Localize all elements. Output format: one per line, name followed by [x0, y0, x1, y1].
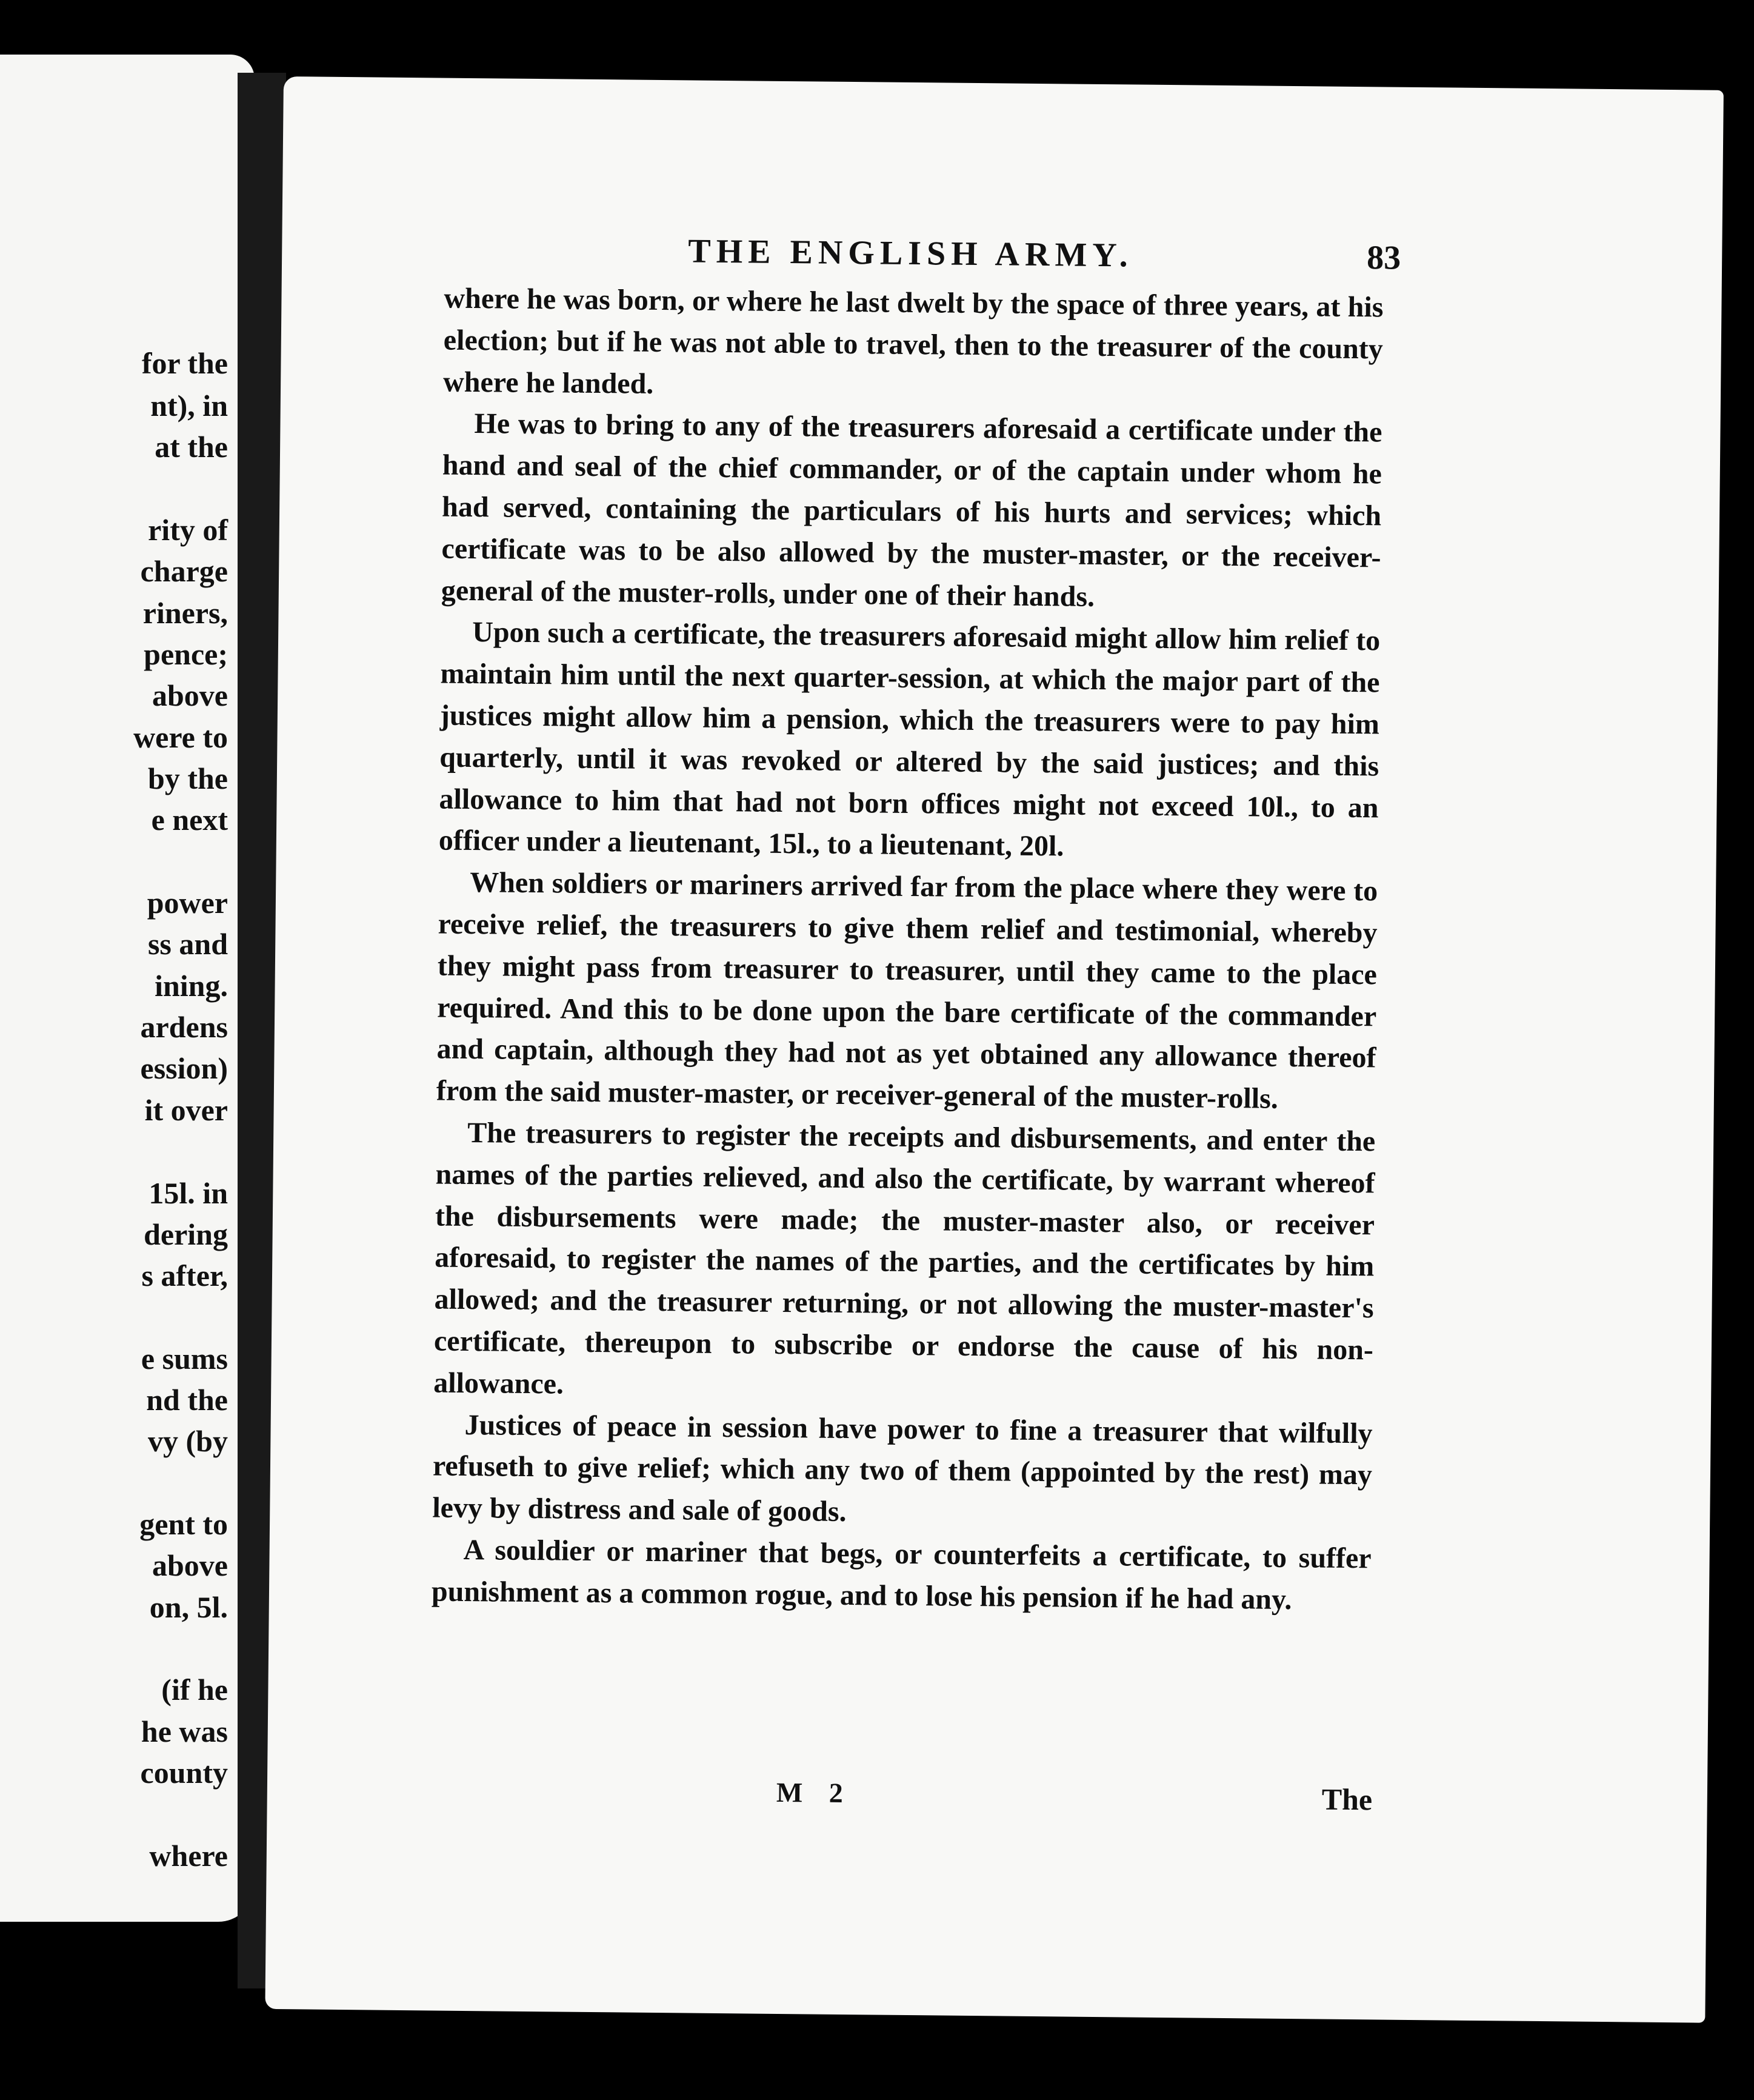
left-page-line: on, 5l. [149, 1590, 228, 1624]
page-number: 83 [1366, 239, 1401, 277]
left-page-line: he was [141, 1714, 228, 1748]
left-page-line: rity of [148, 513, 228, 547]
paragraph: When soldiers or mariners arrived far from the place where they were to receive relief, the treasurers to give them relief and testimonial, whereby they might pass from treasurer to treasurer, until they came to the place required. And this to be done upon the bare certificate of the commander and captain, although they had not as yet obtained any allowance thereof from the said muster-master, or receiver-general of the muster-rolls. [436, 866, 1378, 1115]
left-page-line: e sums [141, 1342, 228, 1376]
paragraph: where he was born, or where he last dwelt by the space of three years, at his election; but if he was not able to travel, then to the treasurer of the county where he landed. [442, 282, 1384, 400]
left-page-line: nd the [146, 1383, 228, 1417]
left-page-line: at the [155, 430, 228, 464]
paragraph: A souldier or mariner that begs, or counterfeits a certificate, to suffer punishment as a common rogue, and to lose his pension if he had any. [431, 1533, 1372, 1616]
signature-mark: M 2 [776, 1776, 853, 1809]
left-page-line: it over [144, 1093, 228, 1127]
left-page-line: dering [144, 1217, 228, 1251]
right-page [265, 76, 1723, 2023]
left-page-line: ession) [140, 1051, 228, 1085]
left-page-line: ardens [140, 1010, 228, 1044]
left-page-line: (if he [161, 1673, 228, 1707]
left-page-line: gent to [139, 1507, 228, 1541]
left-page-line: were to [133, 720, 228, 754]
catchword: The [1321, 1782, 1373, 1817]
paragraph: Justices of peace in session have power to fine a treasurer that wilfully refuseth to give relief; which any two of them (appointed by the rest) may levy by distress and sale of goods. [432, 1408, 1373, 1528]
left-page-line: riners, [142, 596, 228, 630]
running-title: THE ENGLISH ARMY. [687, 232, 1133, 275]
left-page-line: by the [148, 761, 228, 795]
paragraph: He was to bring to any of the treasurers aforesaid a certificate under the hand and seal of the chief commander, or of the captain under whom he had served, containing the particulars of his hurts and services; which certificate was to be also allowed by the muster-master, or the receiver-general of the muster-rolls, under one of their hands. [441, 407, 1382, 613]
paragraph: The treasurers to register the receipts and disbursements, and enter the names of the parties relieved, and also the certificate, by warrant whereof the disbursements were made; the muster-master also, or receiver aforesaid, to register the names of the parties, and the certificates by him allowed; and the treasurer returning, or not allowing the muster-master's certificate, thereupon to subscribe or endorse the cause of his non-allowance. [433, 1116, 1376, 1400]
left-page-line: e next [151, 803, 228, 837]
left-page-line: for the [141, 346, 228, 380]
left-page-line: 15l. in [148, 1176, 228, 1210]
left-page-line: above [152, 1548, 228, 1582]
paragraph: Upon such a certificate, the treasurers aforesaid might allow him relief to maintain him until the next quarter-session, at which the major part of the justices might allow him a pension, which the treasurers were to pay him quarterly, until it was revoked or altered by the said justices; and this allowance to him that had not born offices might not exceed 10l., to an officer under a lieutenant, 15l., to a lieutenant, 20l. [438, 616, 1381, 863]
left-page-line: ss and [147, 927, 228, 961]
left-page-line: charge [140, 554, 228, 588]
left-page-line: vy (by [148, 1424, 228, 1458]
left-page-line: where [149, 1839, 228, 1873]
left-page-line: pence; [144, 637, 228, 671]
left-page-line: nt), in [150, 389, 228, 423]
left-page [0, 55, 255, 1922]
left-page-line: s after, [141, 1259, 228, 1292]
left-page-line: ining. [155, 969, 228, 1003]
body-text [432, 278, 1384, 1622]
left-page-line: power [147, 886, 228, 920]
left-page-line: above [152, 678, 228, 712]
left-page-line: county [140, 1756, 228, 1790]
